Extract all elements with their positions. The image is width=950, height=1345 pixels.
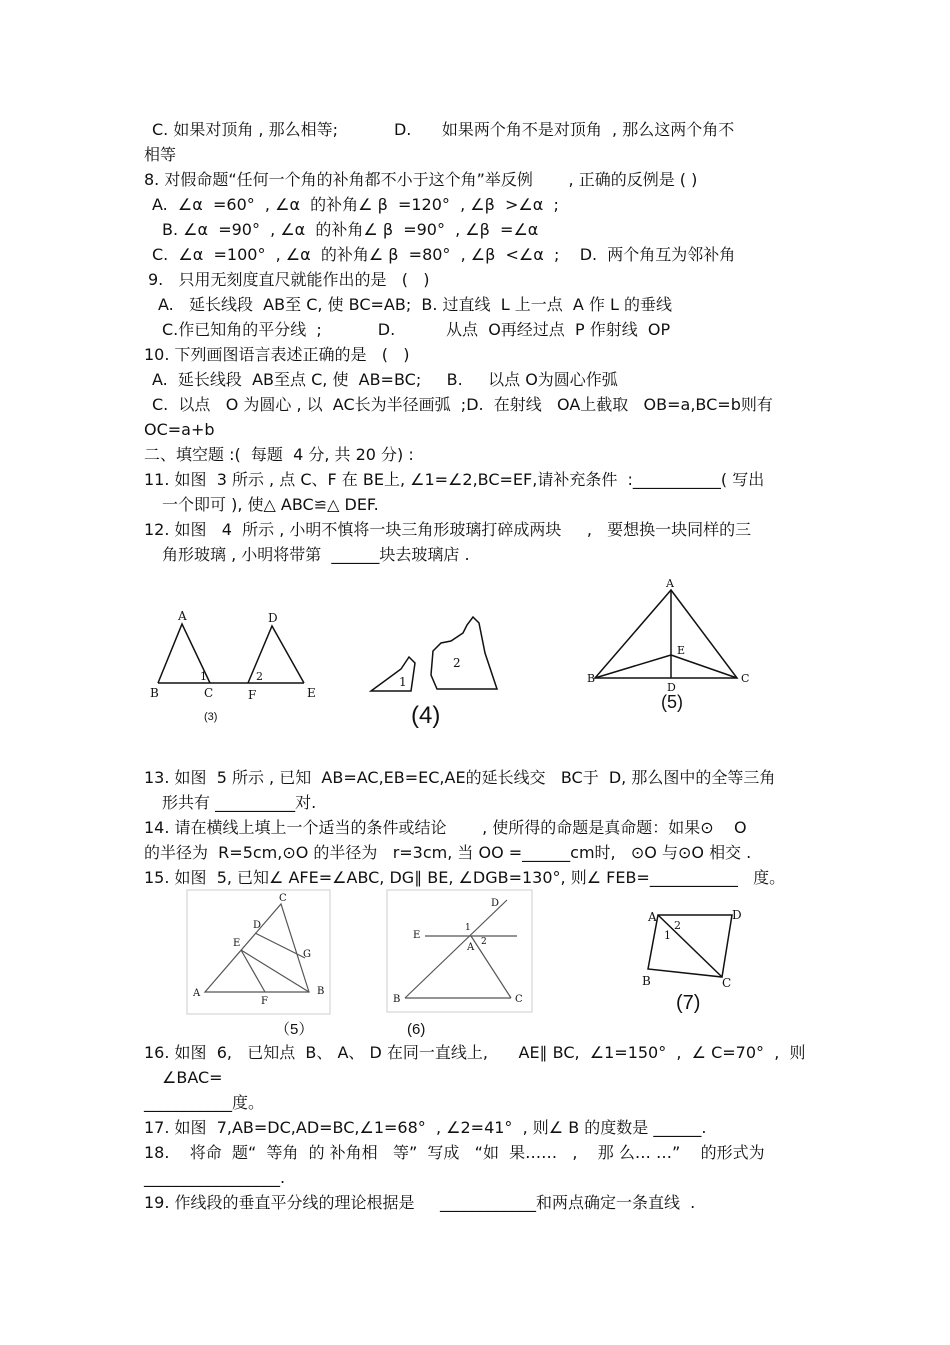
question-8: 8. 对假命题“任何一个角的补角都不小于这个角”举反例 , 正确的反例是 ( ) xyxy=(144,170,698,189)
fig5b-label-a: A xyxy=(193,988,201,999)
fig6-label-e: E xyxy=(413,930,421,941)
question-16-blank: ___________度。 xyxy=(144,1093,265,1112)
fig5b-label-f: F xyxy=(261,996,268,1007)
fig5b-caption: （5） xyxy=(275,1021,314,1038)
question-13-cont: 形共有 __________对. xyxy=(162,793,317,812)
q8-option-cd: C. ∠α =100° , ∠α 的补角∠ β =80° , ∠β <∠α ; D. 两个角互为邻补角 xyxy=(152,245,736,264)
figure-5-bottom xyxy=(185,888,335,1043)
question-14: 14. 请在横线上填上一个适当的条件或结论 , 使所得的命题是真命题：如果⊙ O xyxy=(144,818,747,837)
question-11-cont: 一个即可 ), 使△ ABC≌△ DEF. xyxy=(162,495,379,514)
question-10: 10. 下列画图语言表述正确的是 ( ) xyxy=(144,345,410,364)
q8-option-b: B. ∠α =90° , ∠α 的补角∠ β =90° , ∠β =∠α xyxy=(162,220,539,239)
fig3-label-e: E xyxy=(307,686,316,700)
fig7-label-b: B xyxy=(642,974,651,988)
fig7-caption: (7) xyxy=(676,992,701,1014)
fig7-angle-2: 2 xyxy=(674,919,681,932)
figure-7 xyxy=(638,905,763,1015)
fig7-label-a: A xyxy=(648,910,657,924)
figure-5-top xyxy=(585,578,760,718)
q10-option-ab: A. 延长线段 AB至点 C, 使 AB=BC; B. 以点 O为圆心作弧 xyxy=(152,370,618,389)
fig4-piece-2: 2 xyxy=(453,656,461,670)
fig6-angle-2: 2 xyxy=(481,937,487,947)
fig3-label-d: D xyxy=(268,611,278,625)
fig5b-label-g: G xyxy=(303,949,311,960)
fig3-label-f: F xyxy=(248,688,257,702)
question-19: 19. 作线段的垂直平分线的理论根据是 ____________和两点确定一条直线 . xyxy=(144,1193,696,1212)
fig6-caption: (6) xyxy=(407,1021,426,1038)
fig6-label-d: D xyxy=(491,898,500,909)
fig7-label-d: D xyxy=(732,908,742,922)
fig4-piece-1: 1 xyxy=(399,675,407,689)
question-18: 18. 将命 题“ 等角 的 补角相 等” 写成 “如 果…… , 那 么… …” 的形式为 xyxy=(144,1143,765,1162)
figure-4 xyxy=(365,605,505,730)
question-15: 15. 如图 5, 已知∠ AFE=∠ABC, DG∥ BE, ∠DGB=130°, 则∠ FEB=___________ 度。 xyxy=(144,868,786,887)
fig5b-label-c: C xyxy=(279,893,287,904)
fig5a-label-d: D xyxy=(667,681,676,694)
question-16-cont: ∠BAC= xyxy=(162,1068,223,1087)
fig6-label-a: A xyxy=(467,942,475,953)
fig7-angle-1: 1 xyxy=(664,929,671,942)
question-9: 9. 只用无刻度直尺就能作出的是 ( ) xyxy=(148,270,430,289)
question-12: 12. 如图 4 所示 , 小明不慎将一块三角形玻璃打碎成两块 , 要想换一块同样的三 xyxy=(144,520,752,539)
fig6-label-c: C xyxy=(515,994,523,1005)
question-13: 13. 如图 5 所示 , 已知 AB=AC,EB=EC,AE的延长线交 BC于 D, 那么图中的全等三角 xyxy=(144,768,776,787)
fig3-caption: (3) xyxy=(204,711,218,723)
fig3-angle-1: 1 xyxy=(200,670,207,683)
q10-option-d-cont: OC=a+b xyxy=(144,420,215,439)
fig5a-label-b: B xyxy=(587,672,596,685)
question-12-cont: 角形玻璃 , 小明将带第 ______块去玻璃店 . xyxy=(162,545,470,564)
fig6-angle-1: 1 xyxy=(465,923,471,933)
fig5b-label-d: D xyxy=(253,920,262,931)
fig5a-label-e: E xyxy=(677,644,686,657)
q10-option-cd: C. 以点 O 为圆心 , 以 AC长为半径画弧 ;D. 在射线 OA上截取 OB=a,BC=b则有 xyxy=(152,395,773,414)
q8-option-a: A. ∠α =60° , ∠α 的补角∠ β =120° , ∠β >∠α ; xyxy=(152,195,559,214)
q9-option-cd: C.作已知角的平分线 ; D. 从点 O再经过点 P 作射线 OP xyxy=(162,320,671,339)
fig4-caption: (4) xyxy=(411,702,441,729)
text-line-2: 相等 xyxy=(144,145,177,164)
question-16: 16. 如图 6, 已知点 B、 A、 D 在同一直线上, AE∥ BC, ∠1=150° , ∠ C=70° , 则 xyxy=(144,1043,806,1062)
figure-6 xyxy=(385,888,535,1043)
question-18-blank: _________________. xyxy=(144,1168,286,1187)
fig3-angle-2: 2 xyxy=(256,670,263,683)
section-2-title: 二、填空题 :( 每题 4 分, 共 20 分) : xyxy=(144,445,414,464)
question-11: 11. 如图 3 所示 , 点 C、F 在 BE上, ∠1=∠2,BC=EF,请补充条件 :___________( 写出 xyxy=(144,470,765,489)
question-17: 17. 如图 7,AB=DC,AD=BC,∠1=68° , ∠2=41° , 则∠ B 的度数是 ______. xyxy=(144,1118,707,1137)
fig5a-caption: (5) xyxy=(661,692,683,712)
fig7-label-c: C xyxy=(722,976,732,990)
fig3-label-a: A xyxy=(178,609,187,623)
text-line-1: C. 如果对顶角 , 那么相等; D. 如果两个角不是对顶角 , 那么这两个角不 xyxy=(152,120,735,139)
question-14-cont: 的半径为 R=5cm,⊙O 的半径为 r=3cm, 当 OO =______cm时, ⊙O 与⊙O 相交 . xyxy=(144,843,752,862)
fig5a-label-c: C xyxy=(741,672,750,685)
fig5b-label-e: E xyxy=(233,938,241,949)
fig6-label-b: B xyxy=(393,994,401,1005)
fig5a-label-a: A xyxy=(666,578,674,590)
q9-option-ab: A. 延长线段 AB至 C, 使 BC=AB; B. 过直线 L 上一点 A 作 L 的垂线 xyxy=(158,295,672,314)
fig3-label-b: B xyxy=(150,686,159,700)
fig3-label-c: C xyxy=(204,686,214,700)
figure-3 xyxy=(144,605,334,725)
fig5b-label-b: B xyxy=(317,986,325,997)
